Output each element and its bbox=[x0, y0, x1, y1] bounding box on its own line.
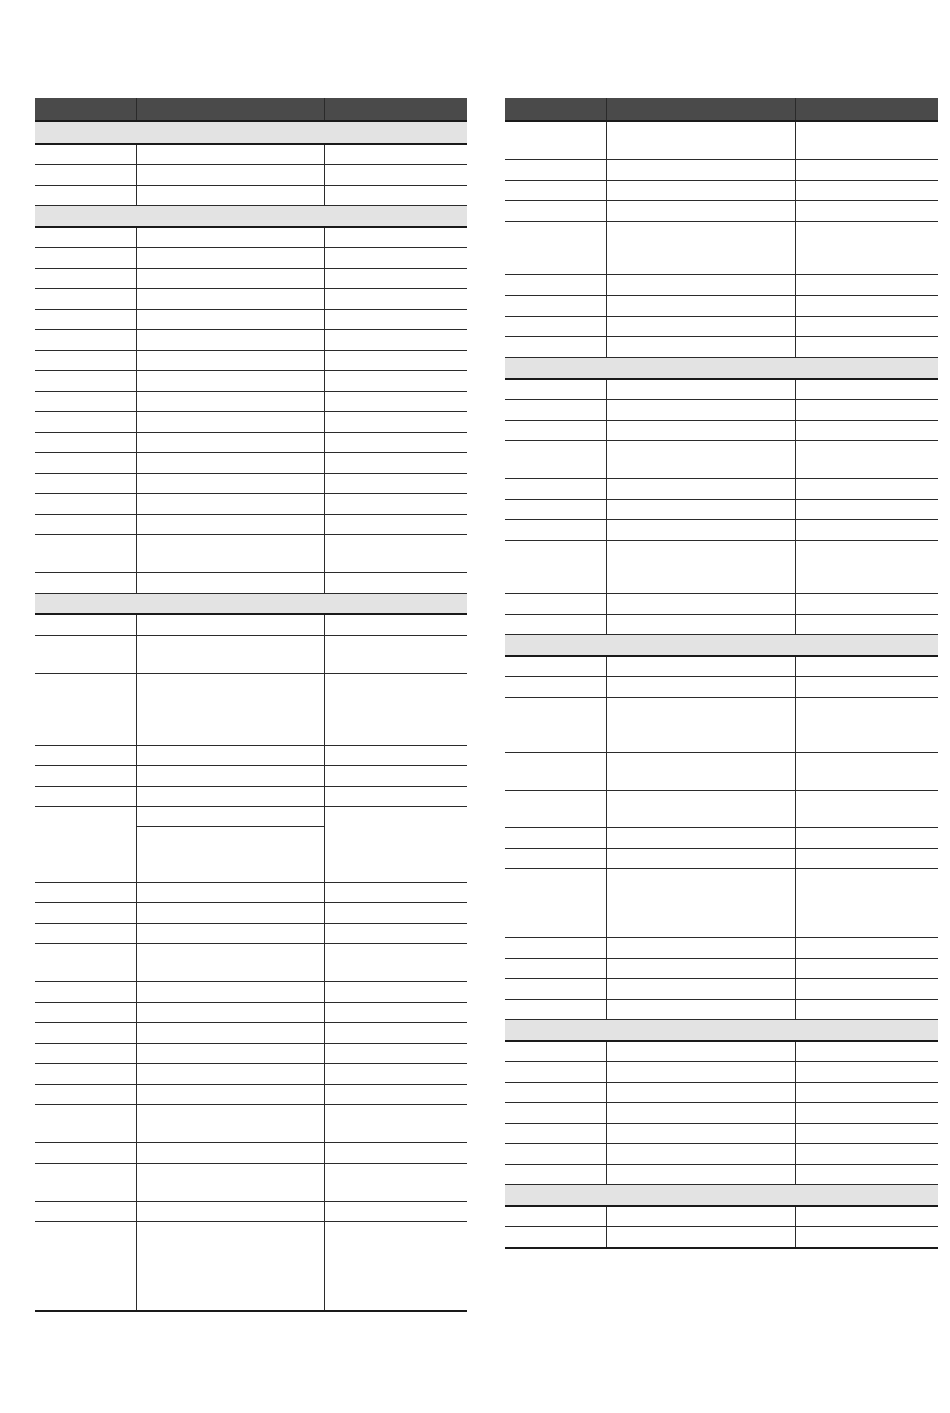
table-row bbox=[505, 959, 938, 979]
table-row bbox=[35, 535, 467, 573]
table-row bbox=[505, 849, 938, 869]
table-row bbox=[35, 615, 467, 636]
header-cell bbox=[796, 98, 938, 120]
table-row bbox=[505, 181, 938, 201]
table-row bbox=[505, 979, 938, 1000]
table-row bbox=[505, 594, 938, 615]
section-row bbox=[35, 206, 467, 228]
table-row bbox=[505, 421, 938, 441]
table-row bbox=[35, 269, 467, 289]
header-cell bbox=[35, 98, 137, 120]
table-row bbox=[505, 541, 938, 594]
section-label bbox=[35, 206, 467, 226]
table-row bbox=[505, 296, 938, 317]
table-row bbox=[505, 201, 938, 222]
table-row bbox=[35, 453, 467, 474]
section-label bbox=[35, 122, 467, 143]
table-row bbox=[505, 1103, 938, 1124]
section-row bbox=[35, 122, 467, 145]
table-row bbox=[505, 160, 938, 181]
table-row bbox=[505, 828, 938, 849]
table-row bbox=[35, 924, 467, 944]
table-row bbox=[35, 982, 467, 1003]
header-cell bbox=[607, 98, 796, 120]
table-row bbox=[35, 674, 467, 746]
table-row bbox=[505, 791, 938, 828]
table-row bbox=[505, 520, 938, 541]
table-row bbox=[35, 371, 467, 392]
table-row bbox=[505, 500, 938, 520]
section-row bbox=[505, 635, 938, 657]
table-row bbox=[505, 337, 938, 358]
section-label bbox=[505, 1020, 938, 1040]
table-row bbox=[505, 938, 938, 959]
table-row bbox=[505, 222, 938, 275]
section-row bbox=[505, 1020, 938, 1042]
table-row bbox=[505, 698, 938, 753]
table-row bbox=[35, 330, 467, 351]
table-row bbox=[35, 412, 467, 433]
section-row bbox=[505, 358, 938, 380]
section-row bbox=[505, 1185, 938, 1207]
table-row bbox=[505, 677, 938, 698]
table-row bbox=[35, 515, 467, 535]
section-row bbox=[35, 594, 467, 615]
table-row bbox=[35, 807, 467, 883]
table-row bbox=[35, 1085, 467, 1105]
table-row bbox=[505, 479, 938, 500]
section-label bbox=[35, 594, 467, 613]
table-row bbox=[35, 883, 467, 903]
table-row bbox=[35, 165, 467, 186]
header-cell bbox=[505, 98, 607, 120]
split-cell-top bbox=[137, 807, 325, 827]
table-row bbox=[35, 248, 467, 269]
table-row bbox=[35, 1164, 467, 1202]
table-row bbox=[505, 1062, 938, 1083]
table-right bbox=[505, 98, 938, 1249]
table-row bbox=[35, 1003, 467, 1023]
table-row bbox=[35, 228, 467, 248]
section-label bbox=[505, 635, 938, 655]
table-row bbox=[35, 766, 467, 787]
table-row bbox=[505, 275, 938, 296]
table-row bbox=[505, 1042, 938, 1062]
table-row bbox=[35, 636, 467, 674]
table-row bbox=[35, 944, 467, 982]
table-row bbox=[35, 289, 467, 310]
table-row bbox=[35, 1143, 467, 1164]
table-row bbox=[505, 869, 938, 938]
table-header-row bbox=[35, 98, 467, 122]
table-left bbox=[35, 98, 467, 1312]
table-header-row bbox=[505, 98, 938, 122]
table-row bbox=[35, 392, 467, 412]
table-row bbox=[35, 746, 467, 766]
table-row bbox=[505, 317, 938, 337]
table-row bbox=[35, 903, 467, 924]
table-row bbox=[505, 1124, 938, 1144]
table-row bbox=[35, 351, 467, 371]
table-row bbox=[505, 1165, 938, 1185]
table-row bbox=[505, 380, 938, 400]
table-row bbox=[505, 441, 938, 479]
table-row bbox=[505, 615, 938, 635]
table-row bbox=[35, 1222, 467, 1310]
table-row bbox=[505, 1144, 938, 1165]
header-cell bbox=[325, 98, 467, 120]
table-row bbox=[35, 1023, 467, 1044]
table-row bbox=[35, 1064, 467, 1085]
header-cell bbox=[137, 98, 325, 120]
table-row bbox=[505, 1083, 938, 1103]
table-row bbox=[35, 474, 467, 494]
table-row bbox=[505, 1207, 938, 1227]
table-row bbox=[35, 494, 467, 515]
table-row bbox=[505, 122, 938, 160]
table-row bbox=[35, 1202, 467, 1222]
section-label bbox=[505, 358, 938, 378]
table-row bbox=[35, 145, 467, 165]
table-row bbox=[35, 433, 467, 453]
table-row bbox=[505, 753, 938, 791]
table-row bbox=[35, 573, 467, 594]
section-label bbox=[505, 1185, 938, 1205]
table-row bbox=[505, 1000, 938, 1020]
table-row bbox=[35, 1044, 467, 1064]
table-row bbox=[35, 186, 467, 206]
table-row bbox=[35, 787, 467, 807]
table-row bbox=[505, 400, 938, 421]
table-row bbox=[505, 1227, 938, 1247]
table-row bbox=[505, 657, 938, 677]
table-row bbox=[35, 310, 467, 330]
table-row bbox=[35, 1105, 467, 1143]
